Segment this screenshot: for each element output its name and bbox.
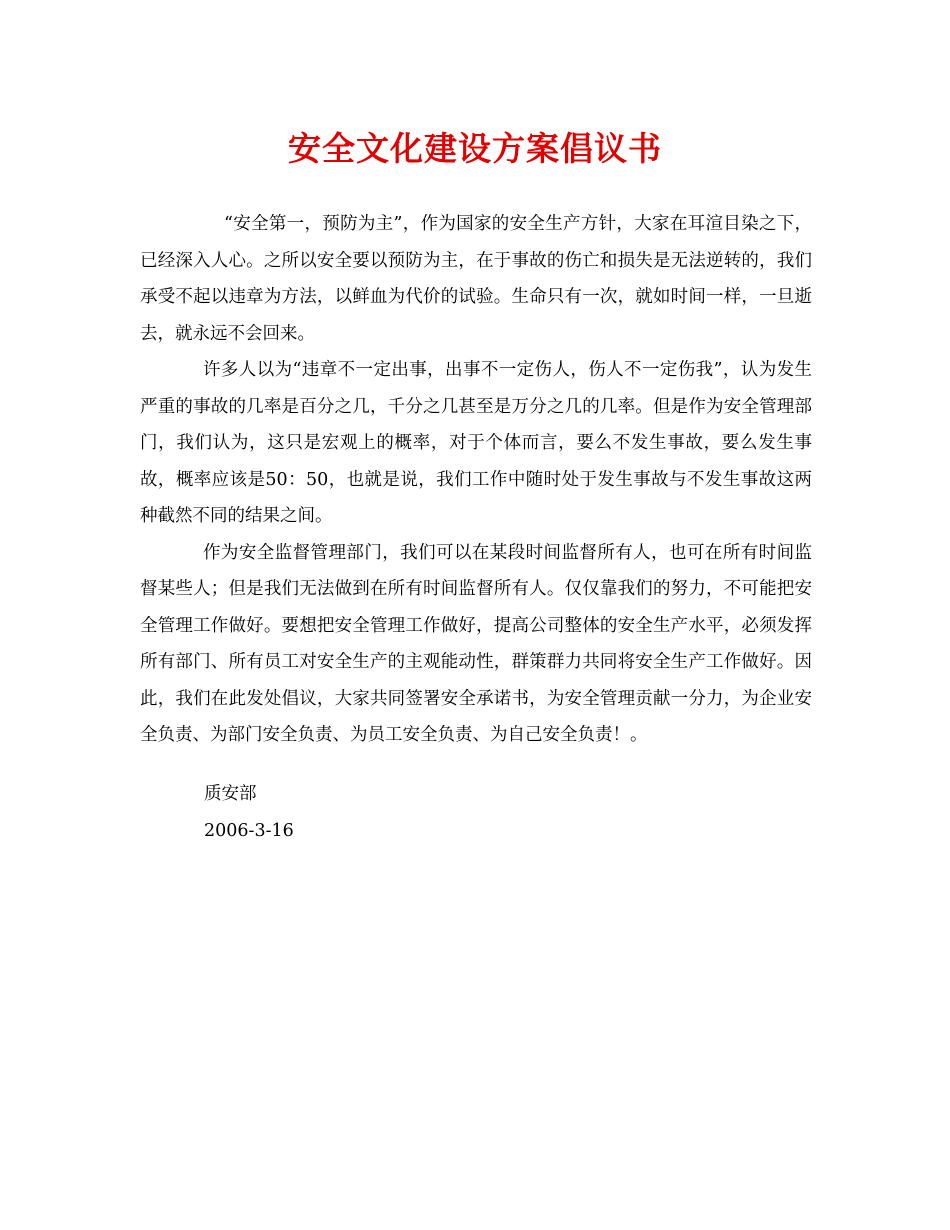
document-title: 安全文化建设方案倡议书 [288,129,662,168]
paragraph-3: 作为安全监督管理部门，我们可以在某段时间监督所有人，也可在所有时间监督某些人；但是我们无法做到在所有时间监督所有人。仅仅靠我们的努力，不可能把安全管理工作做好。要想把安全管理工作做好，提高公司整体的安全生产水平，必须发挥所有部门、所有员工对安全生产的主观能动性，群策群力共同将安全生产工作做好。因此，我们在此发处倡议，大家共同签署安全承诺书，为安全管理贡献一分力，为企业安全负责、为部门安全负责、为员工安全负责、为自己安全负责！。 [140,542,812,745]
signature-date: 2006-3-16 [204,820,294,841]
signature-block [204,776,294,849]
paragraph-2: 许多人以为“违章不一定出事，出事不一定伤人，伤人不一定伤我”，认为发生严重的事故的几率是百分之几，千分之几甚至是万分之几的几率。但是作为安全管理部门，我们认为，这只是宏观上的概率，对于个体而言，要么不发生事故，要么发生事故，概率应该是50：50，也就是说，我们工作中随时处于发生事故与不发生事故这两种截然不同的结果之间。 [140,360,812,526]
paragraph-1: “安全第一，预防为主”，作为国家的安全生产方针，大家在耳渲目染之下，已经深入人心。之所以安全要以预防为主，在于事故的伤亡和损失是无法逆转的，我们承受不起以违章为方法，以鲜血为代价的试验。生命只有一次，就如时间一样，一旦逝去，就永远不会回来。 [140,214,812,344]
document-body [140,206,812,754]
signature-department: 质安部 [204,784,257,804]
